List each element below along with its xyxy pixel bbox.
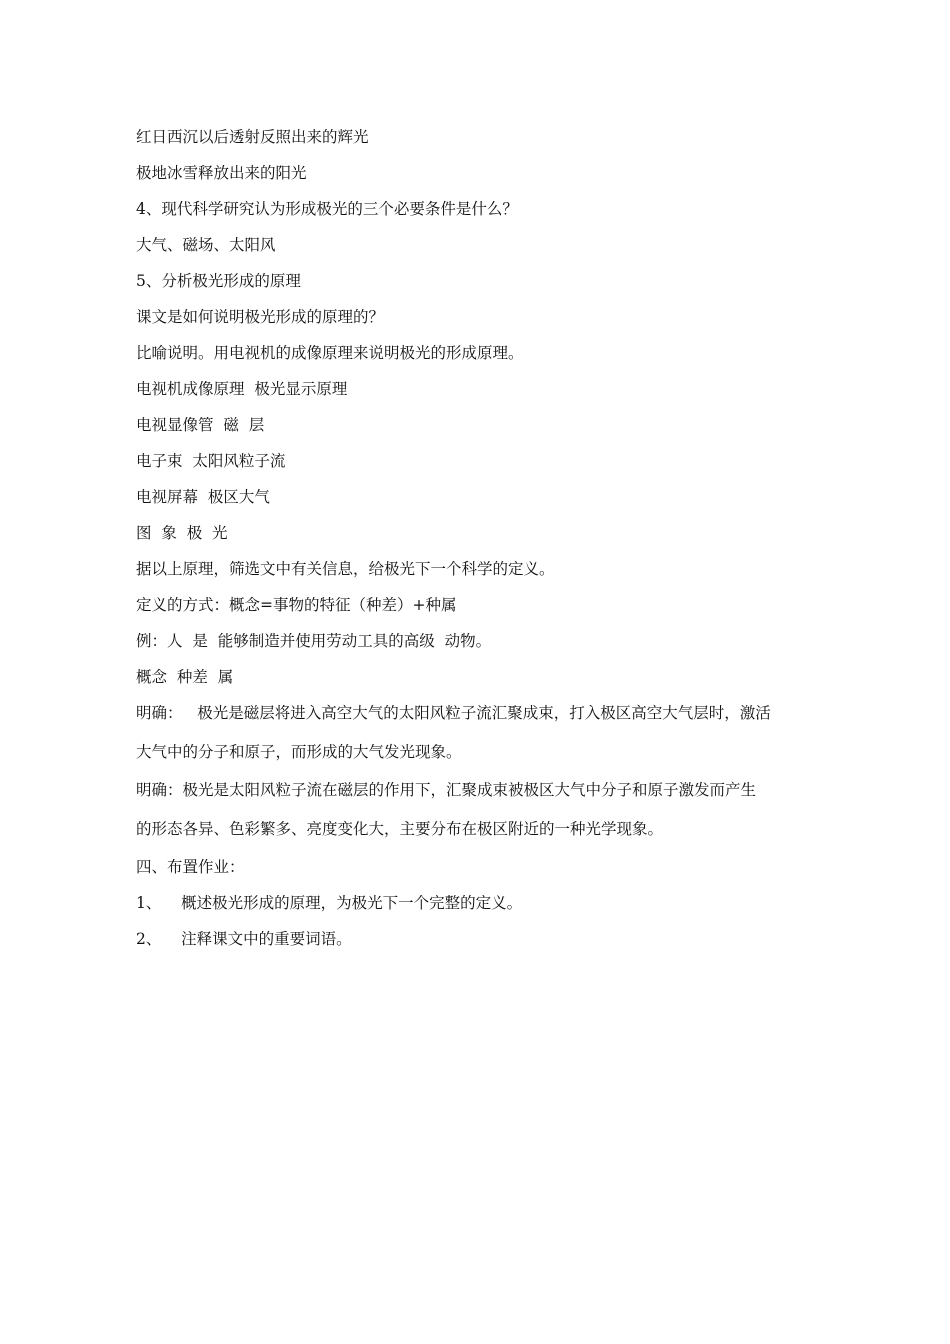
- example-labels: 概念 种差 属: [136, 668, 234, 686]
- question-4: 4、现代科学研究认为形成极光的三个必要条件是什么？: [136, 200, 518, 218]
- text-line: 课文是如何说明极光形成的原理的？: [136, 308, 385, 326]
- example-line: 例：人 是 能够制造并使用劳动工具的高级 动物。: [136, 632, 492, 650]
- definition-1: 明确： 极光是磁层将进入高空大气的太阳风粒子流汇聚成束，打入极区高空大气层时，激活: [136, 704, 771, 722]
- text-line: 据以上原理，筛选文中有关信息，给极光下一个科学的定义。: [136, 560, 555, 578]
- definition-2-cont: 的形态各异、色彩繁多、亮度变化大，主要分布在极区附近的一种光学现象。: [136, 820, 664, 838]
- homework-item: 2、 注释课文中的重要词语。: [136, 930, 352, 948]
- text-line: 极地冰雪释放出来的阳光: [136, 164, 307, 182]
- text-line: 大气、磁场、太阳风: [136, 236, 276, 254]
- definition-2: 明确：极光是太阳风粒子流在磁层的作用下，汇聚成束被极区大气中分子和原子激发而产生: [136, 781, 757, 799]
- definition-1-cont: 大气中的分子和原子，而形成的大气发光现象。: [136, 743, 462, 761]
- comparison-row: 图 象 极 光: [136, 524, 228, 542]
- homework-item: 1、 概述极光形成的原理，为极光下一个完整的定义。: [136, 894, 523, 912]
- text-line: 定义的方式：概念=事物的特征（种差）+种属: [136, 596, 457, 614]
- section-5: 5、分析极光形成的原理: [136, 272, 301, 290]
- section-homework: 四、布置作业：: [136, 858, 245, 876]
- comparison-row: 电视屏幕 极区大气: [136, 488, 270, 506]
- comparison-header: 电视机成像原理 极光显示原理: [136, 380, 348, 398]
- text-line: 红日西沉以后透射反照出来的辉光: [136, 128, 369, 146]
- text-line: 比喻说明。用电视机的成像原理来说明极光的形成原理。: [136, 344, 524, 362]
- comparison-row: 电视显像管 磁 层: [136, 416, 265, 434]
- comparison-row: 电子束 太阳风粒子流: [136, 452, 286, 470]
